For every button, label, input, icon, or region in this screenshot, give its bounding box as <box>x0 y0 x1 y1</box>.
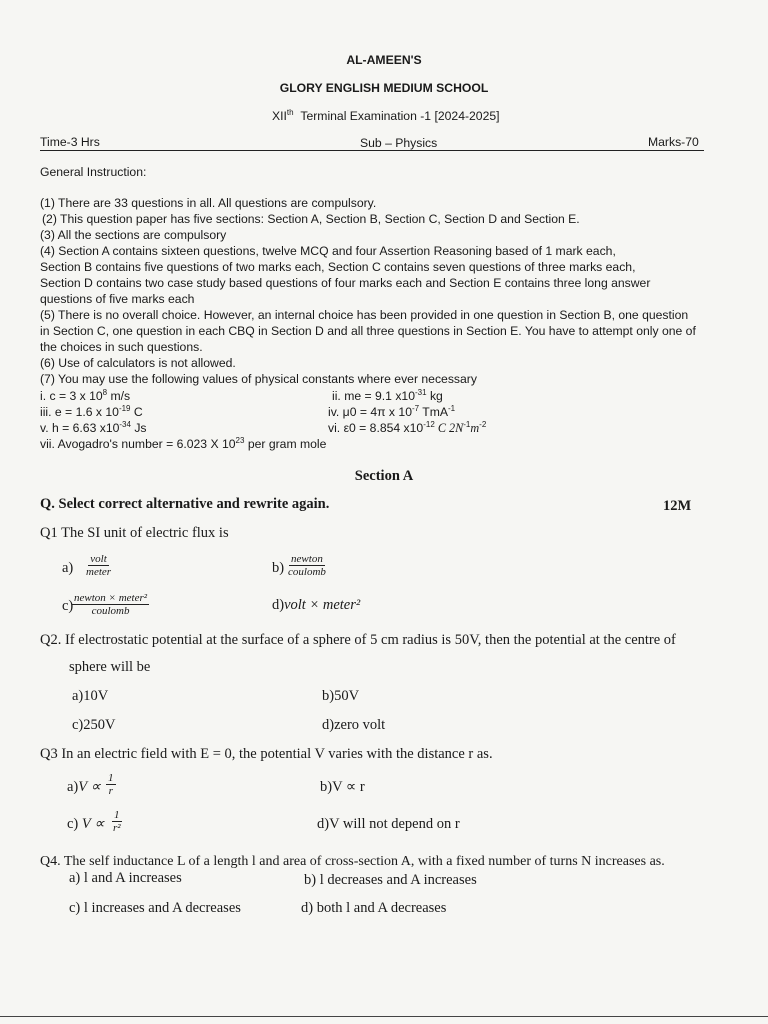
q2-text-line1: Q2. If electrostatic potential at the surface of a sphere of 5 cm radius is 50V, then the potential at the centre of <box>40 632 676 648</box>
q4-text: Q4. The self inductance L of a length l and area of cross-section A, with a fixed number of turns N increases as. <box>40 854 665 869</box>
constant-me <box>332 388 443 403</box>
q3-option-c-expr: V ∝ <box>81 816 105 832</box>
constant-h <box>40 420 147 435</box>
q3-option-c-denominator: r² <box>113 822 121 834</box>
constant-mu0-unit: TmA <box>419 405 448 420</box>
constant-avogadro-tail: per gram mole <box>244 437 327 452</box>
q1-option-b-fraction <box>286 553 328 578</box>
page-edge-line <box>0 1016 768 1017</box>
q2-text-line2: sphere will be <box>69 659 151 675</box>
instruction-5a: (5) There is no overall choice. However, an internal choice has been provided in one question in Section B, one question <box>40 308 689 322</box>
q4-option-b: b) l decreases and A increases <box>304 872 477 888</box>
constant-me-exp: -31 <box>415 388 427 397</box>
constant-mu0-unit-exp: -1 <box>448 404 456 413</box>
instruction-7: (7) You may use the following values of physical constants where ever necessary <box>40 372 477 386</box>
instruction-6: (6) Use of calculators is not allowed. <box>40 356 236 370</box>
section-title: Section A <box>354 468 414 484</box>
q3-option-c-label: c) <box>67 816 82 832</box>
constant-e <box>40 404 143 419</box>
constant-eps0-unit: C 2N <box>434 421 464 436</box>
instruction-4b: Section B contains five questions of two marks each, Section C contains seven questions of three marks each, <box>40 260 636 274</box>
constant-eps0 <box>328 420 486 436</box>
constant-c-text: i. c = 3 x 10 <box>40 389 103 404</box>
q4-option-a: a) l and A increases <box>69 870 182 886</box>
q3-text: Q3 In an electric field with E = 0, the potential V varies with the distance r as. <box>40 746 493 762</box>
q3-option-a <box>67 779 101 796</box>
instruction-5c: the choices in such questions. <box>40 340 203 354</box>
q1-option-c-fraction <box>72 592 149 617</box>
q4-option-c: c) l increases and A decreases <box>69 900 241 916</box>
q1-option-a-numerator: volt <box>90 553 107 565</box>
q3-option-a-fraction <box>106 772 116 797</box>
constant-eps0-unit-exp1: -1 <box>463 420 471 429</box>
constant-c <box>40 388 130 403</box>
constant-e-exp: -19 <box>118 404 131 413</box>
q3-option-c-numerator: 1 <box>114 809 120 821</box>
q3-option-c-fraction <box>111 809 123 834</box>
constant-me-text: ii. me = 9.1 x10 <box>332 389 415 404</box>
section-marks: 12M <box>663 498 692 514</box>
constant-h-unit: Js <box>130 421 147 436</box>
q4-option-d: d) both l and A decreases <box>301 900 447 916</box>
instruction-4a: (4) Section A contains sixteen questions, twelve MCQ and four Assertion Reasoning based of 1 mark each, <box>40 244 616 258</box>
q1-option-b-denominator: coulomb <box>288 566 326 578</box>
q1-option-a-label: a) <box>62 560 74 576</box>
exam-class-sup: th <box>286 108 294 117</box>
q3-option-a-label: a) <box>67 779 79 795</box>
constant-me-unit: kg <box>426 389 443 404</box>
constant-eps0-unit-exp2: -2 <box>479 420 487 429</box>
marks-label: Marks-70 <box>648 135 699 149</box>
constant-c-unit: m/s <box>107 389 131 404</box>
exam-title-text: Terminal Examination -1 [2024-2025] <box>300 109 500 124</box>
q3-option-c <box>67 816 104 833</box>
q2-option-c: c)250V <box>72 717 116 733</box>
constant-eps0-exp: -12 <box>423 420 435 429</box>
q2-option-b: b)50V <box>322 688 360 704</box>
constant-eps0-text: vi. ε0 = 8.854 x10 <box>328 421 424 436</box>
q3-option-b: b)V ∝ r <box>320 779 365 795</box>
q1-option-b-label: b) <box>272 560 285 576</box>
q2-option-a: a)10V <box>72 688 109 704</box>
q3-option-a-expr: V ∝ <box>78 779 101 795</box>
constant-h-text: v. h = 6.63 x10 <box>40 421 120 436</box>
constant-avogadro <box>40 436 326 451</box>
q1-option-a-denominator: meter <box>86 566 112 578</box>
exam-class: XII <box>272 109 287 124</box>
instruction-2: (2) This question paper has five sections: Section A, Section B, Section C, Section D and Section E. <box>42 212 580 226</box>
instruction-1: (1) There are 33 questions in all. All questions are compulsory. <box>40 196 377 210</box>
constant-avogadro-text: vii. Avogadro's number = 6.023 X 10 <box>40 437 236 452</box>
subject-label: Sub – Physics <box>360 136 438 150</box>
q1-option-d <box>272 597 360 614</box>
q2-option-d: d)zero volt <box>322 717 386 733</box>
q3-option-a-denominator: r <box>108 785 113 797</box>
q3-option-d: d)V will not depend on r <box>317 816 460 832</box>
school-name-line1: AL-AMEEN'S <box>346 53 422 67</box>
exam-title <box>272 108 500 123</box>
constant-h-exp: -34 <box>119 420 131 429</box>
q1-option-d-label: d) <box>272 597 285 613</box>
q1-option-b-numerator: newton <box>291 553 323 565</box>
q3-option-a-numerator: 1 <box>108 772 114 784</box>
instruction-3: (3) All the sections are compulsory <box>40 228 227 242</box>
constant-mu0-text: iv. μ0 = 4π x 10 <box>328 405 412 420</box>
q1-option-c-denominator: coulomb <box>91 605 130 617</box>
instruction-4c: Section D contains two case study based questions of four marks each and Section E contains three long answer <box>40 276 651 290</box>
constant-mu0 <box>328 404 455 419</box>
q1-option-a-fraction <box>84 553 113 578</box>
school-name-line2: GLORY ENGLISH MEDIUM SCHOOL <box>279 81 489 95</box>
constant-avogadro-exp: 23 <box>235 436 245 445</box>
header-rule <box>40 150 704 151</box>
instruction-4d: questions of five marks each <box>40 292 195 306</box>
q1-option-c-label: c) <box>62 598 74 614</box>
q1-text: Q1 The SI unit of electric flux is <box>40 525 229 541</box>
instructions-heading: General Instruction: <box>40 165 147 179</box>
instruction-5b: in Section C, one question in each CBQ in Section D and all three questions in Section E. You have to attempt only one of <box>40 324 696 338</box>
constant-eps0-unit-m: m <box>470 421 480 436</box>
q1-option-c-numerator: newton × meter² <box>74 592 148 604</box>
q1-option-d-text: volt × meter² <box>284 597 361 613</box>
constant-e-text: iii. e = 1.6 x 10 <box>40 405 119 420</box>
constant-e-unit: C <box>130 405 143 420</box>
constant-mu0-exp: -7 <box>411 404 420 413</box>
time-label: Time-3 Hrs <box>40 135 100 149</box>
constant-c-exp: 8 <box>102 388 108 397</box>
section-question-heading: Q. Select correct alternative and rewrite again. <box>40 496 330 512</box>
